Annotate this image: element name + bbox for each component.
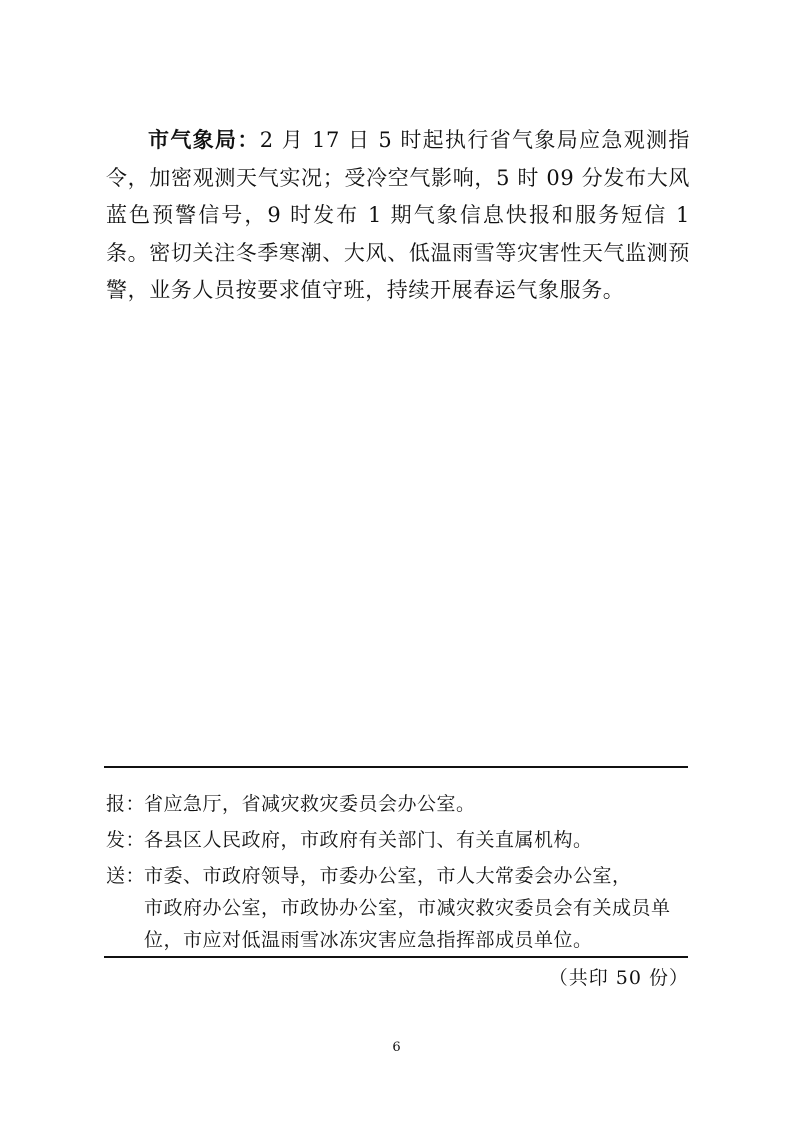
department-label: 市气象局： — [148, 128, 260, 152]
body-text: 2 月 17 日 5 时起执行省气象局应急观测指令，加密观测天气实况；受冷空气影响，5 时 09 分发布大风蓝色预警信号，9 时发布 1 期气象信息快报和服务短信 1 条。密切关注冬季寒潮、大风、低温雨雪等灾害性天气监测预警，业务人员按要求值守班，持续开展春运气象服务。 — [106, 128, 691, 302]
distribution-bottom-rule — [104, 956, 688, 958]
report-label: 报： — [106, 793, 146, 815]
print-copies: （共印 50 份） — [548, 967, 689, 989]
send-recipients-3: 位，市应对低温雨雪冰冻灾害应急指挥部成员单位。 — [144, 929, 593, 951]
body-paragraph — [106, 122, 690, 310]
distribution-top-rule — [104, 766, 688, 768]
page-number: 6 — [392, 1040, 401, 1055]
issue-label: 发： — [106, 829, 146, 851]
issue-to-line — [106, 824, 690, 856]
report-to-line — [106, 788, 690, 820]
report-recipients: 省应急厅，省减灾救灾委员会办公室。 — [144, 793, 476, 815]
issue-recipients: 各县区人民政府，市政府有关部门、有关直属机构。 — [144, 829, 593, 851]
send-line-1 — [106, 860, 690, 892]
send-label: 送： — [106, 865, 146, 887]
send-recipients-2: 市政府办公室，市政协办公室，市减灾救灾委员会有关成员单 — [144, 897, 671, 919]
send-to-block — [106, 860, 690, 956]
send-recipients-1: 市委、市政府领导，市委办公室，市人大常委会办公室， — [144, 865, 632, 887]
